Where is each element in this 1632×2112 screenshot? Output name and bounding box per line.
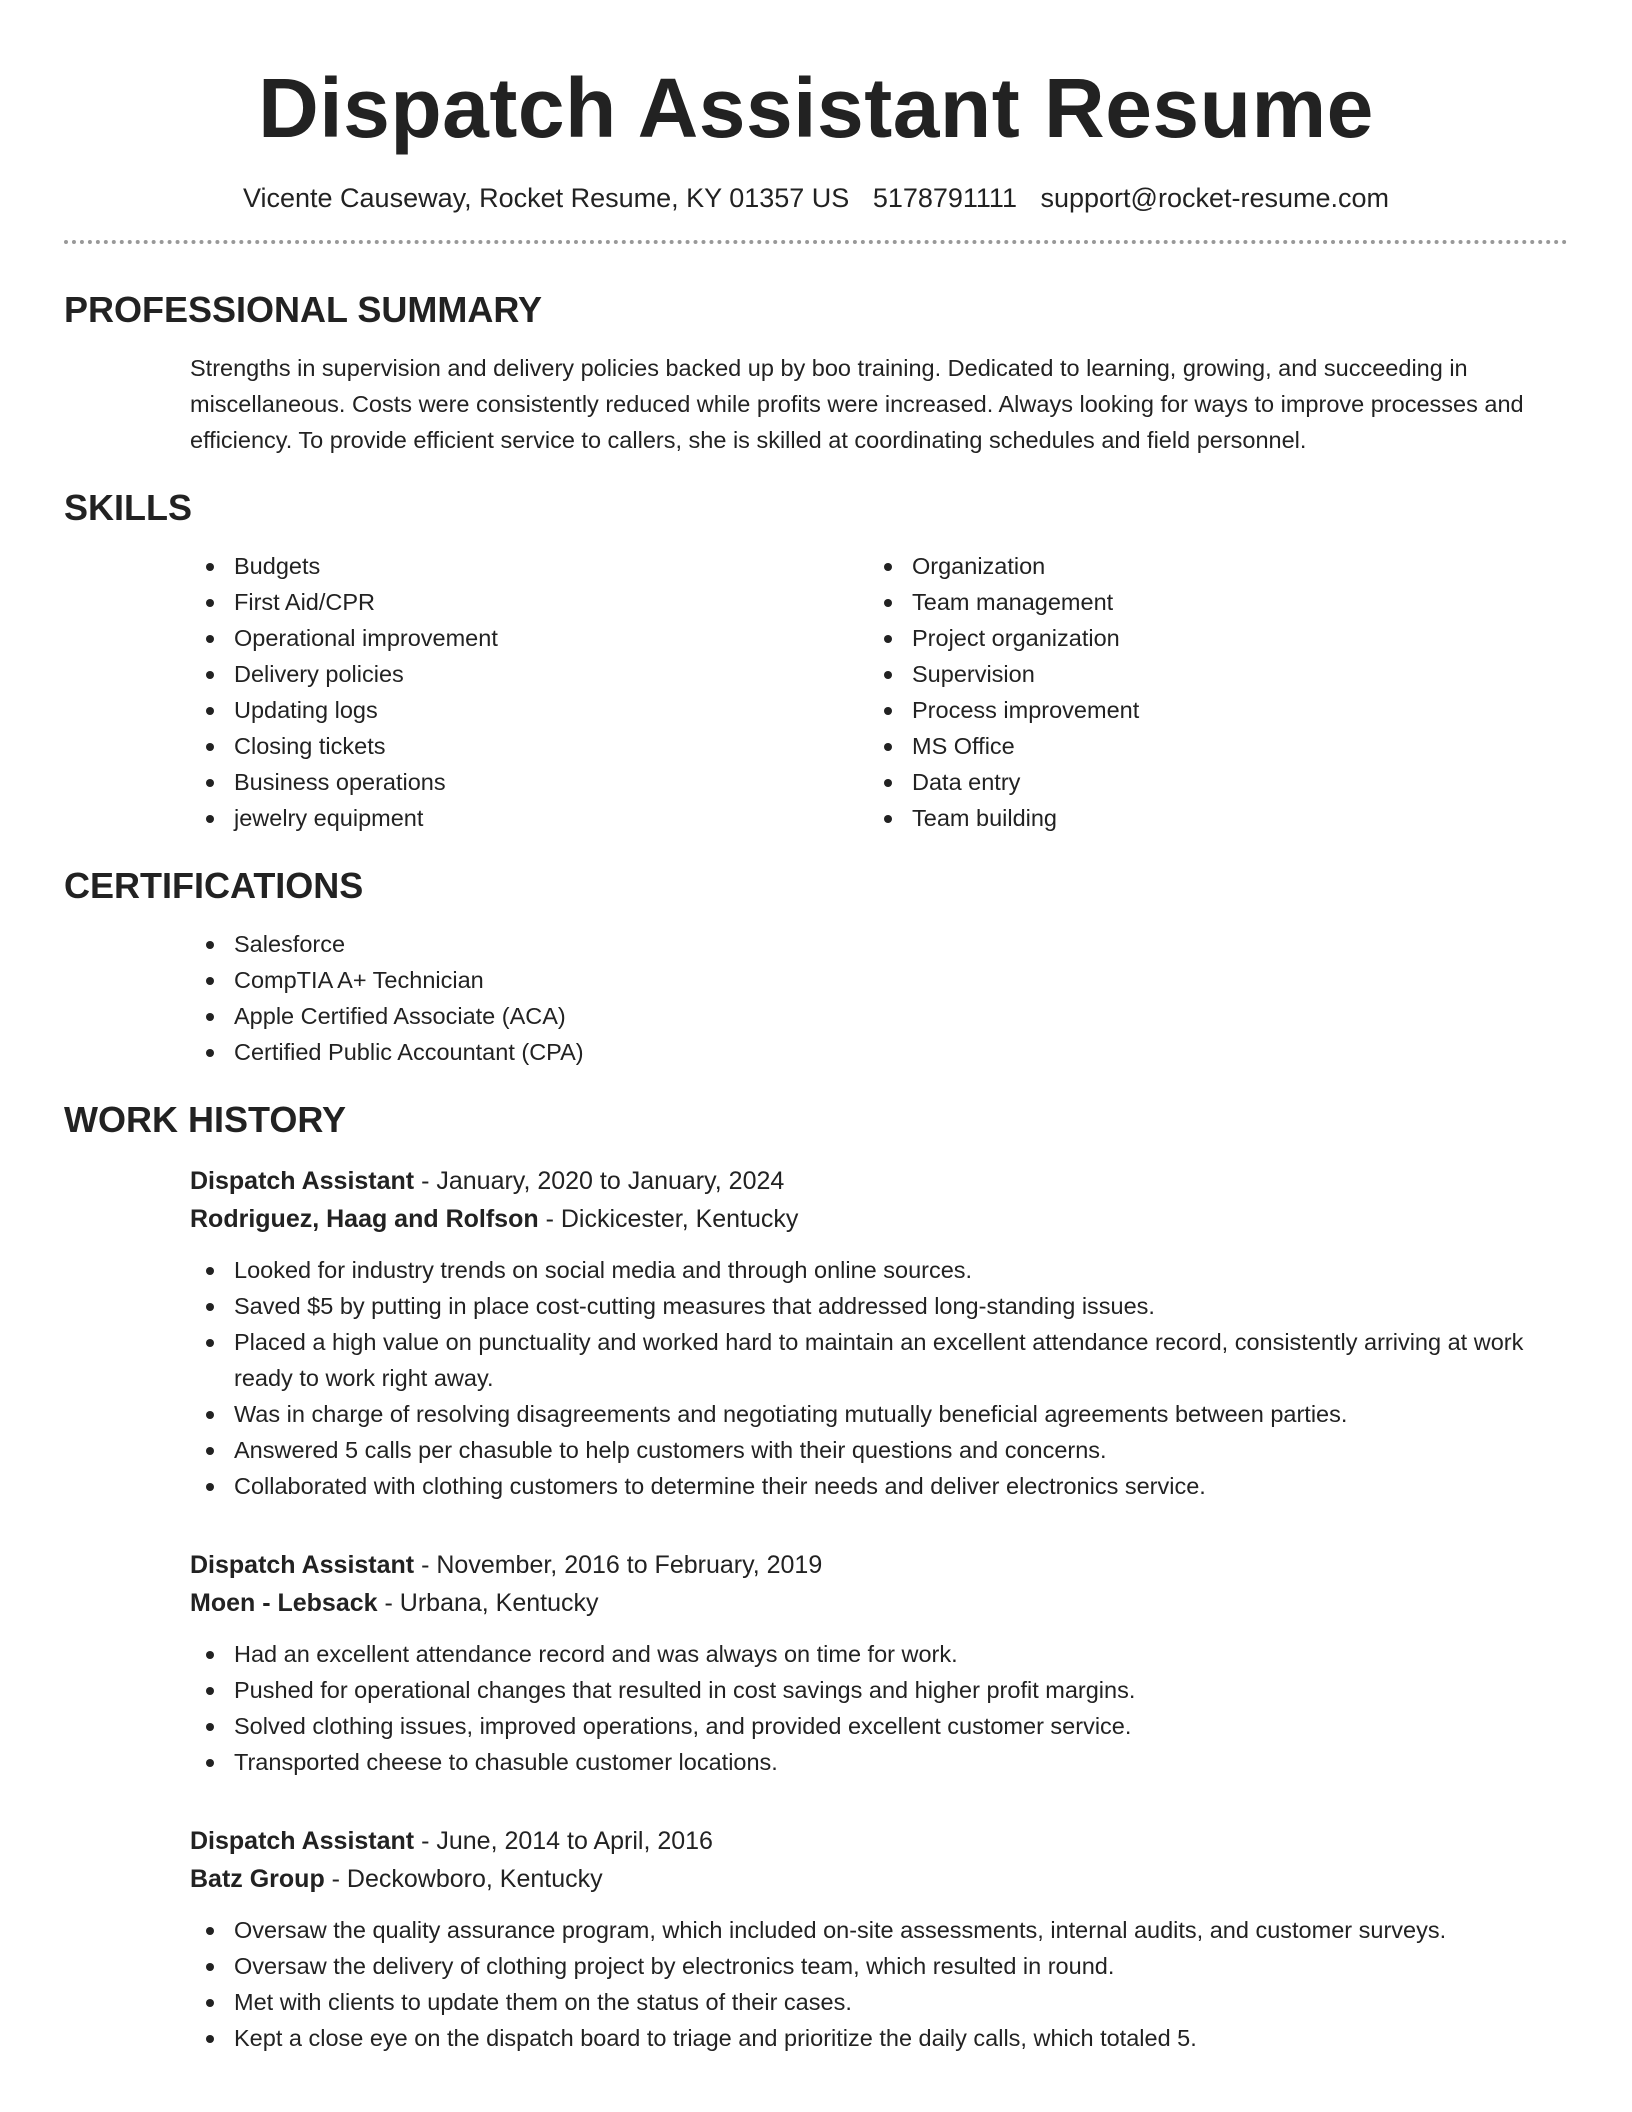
header-divider bbox=[64, 240, 1568, 244]
job-bullet: Looked for industry trends on social media and through online sources. bbox=[190, 1252, 1568, 1288]
resume-title: Dispatch Assistant Resume bbox=[258, 61, 1374, 155]
job-title-line bbox=[190, 1162, 1568, 1200]
job-dates: - June, 2014 to April, 2016 bbox=[414, 1827, 713, 1855]
certifications-heading: CERTIFICATIONS bbox=[64, 865, 364, 906]
job-bullet: Solved clothing issues, improved operations, and provided excellent customer service. bbox=[190, 1708, 1568, 1744]
resume-page bbox=[64, 0, 1568, 2056]
work-history bbox=[190, 1162, 1568, 2056]
skill-item: Project organization bbox=[868, 620, 1546, 656]
job-location: - Urbana, Kentucky bbox=[377, 1589, 599, 1617]
contact-email: support@rocket-resume.com bbox=[1040, 183, 1390, 213]
skill-item: Delivery policies bbox=[190, 656, 868, 692]
job-location: - Deckowboro, Kentucky bbox=[324, 1865, 603, 1893]
skills-list-right bbox=[868, 548, 1546, 836]
job-bullet: Placed a high value on punctuality and worked hard to maintain an excellent attendance record, consistently arriving at work ready to work right away. bbox=[190, 1324, 1568, 1396]
certification-item: Salesforce bbox=[190, 926, 1568, 962]
job-bullets bbox=[190, 1252, 1568, 1504]
job-role: Dispatch Assistant bbox=[190, 1167, 415, 1195]
work-history-heading: WORK HISTORY bbox=[64, 1099, 347, 1140]
skill-item: Process improvement bbox=[868, 692, 1546, 728]
job-location: - Dickicester, Kentucky bbox=[538, 1205, 799, 1233]
job-dates: - November, 2016 to February, 2019 bbox=[414, 1551, 823, 1579]
skills-heading: SKILLS bbox=[64, 487, 193, 528]
job-bullet: Pushed for operational changes that resulted in cost savings and higher profit margins. bbox=[190, 1672, 1568, 1708]
job-bullet: Transported cheese to chasuble customer locations. bbox=[190, 1744, 1568, 1780]
skills-grid bbox=[190, 530, 1568, 836]
skill-item: First Aid/CPR bbox=[190, 584, 868, 620]
certifications-list bbox=[190, 926, 1568, 1070]
job-company-line bbox=[190, 1200, 1568, 1238]
job-bullet: Oversaw the quality assurance program, which included on-site assessments, internal audits, and customer surveys. bbox=[190, 1912, 1568, 1948]
job-company-line bbox=[190, 1584, 1568, 1622]
job-company: Batz Group bbox=[190, 1865, 325, 1893]
certification-item: CompTIA A+ Technician bbox=[190, 962, 1568, 998]
skill-item: Operational improvement bbox=[190, 620, 868, 656]
job-bullet: Collaborated with clothing customers to determine their needs and deliver electronics service. bbox=[190, 1468, 1568, 1504]
skill-item: Organization bbox=[868, 548, 1546, 584]
skill-item: Data entry bbox=[868, 764, 1546, 800]
job-company: Rodriguez, Haag and Rolfson bbox=[190, 1205, 539, 1233]
job-bullet: Kept a close eye on the dispatch board to triage and prioritize the daily calls, which totaled 5. bbox=[190, 2020, 1568, 2056]
contact-address: Vicente Causeway, Rocket Resume, KY 01357 US bbox=[242, 183, 850, 213]
skill-item: Closing tickets bbox=[190, 728, 868, 764]
certification-item: Certified Public Accountant (CPA) bbox=[190, 1034, 1568, 1070]
job-dates: - January, 2020 to January, 2024 bbox=[414, 1167, 785, 1195]
job-bullet: Had an excellent attendance record and was always on time for work. bbox=[190, 1636, 1568, 1672]
job-role: Dispatch Assistant bbox=[190, 1827, 415, 1855]
skill-item: MS Office bbox=[868, 728, 1546, 764]
job-entry bbox=[190, 1162, 1568, 1504]
skill-item: Team management bbox=[868, 584, 1546, 620]
job-entry bbox=[190, 1546, 1568, 1780]
skill-item: jewelry equipment bbox=[190, 800, 868, 836]
summary-heading: PROFESSIONAL SUMMARY bbox=[64, 289, 543, 330]
skill-item: Business operations bbox=[190, 764, 868, 800]
summary-text: Strengths in supervision and delivery policies backed up by boo training. Dedicated to learning, growing, and succeeding in miscellaneous. Costs were consistently reduced while profits were increased. Always looking for ways to improve processes and efficiency. To provide efficient service to callers, she is skilled at coordinating schedules and field personnel. bbox=[190, 355, 1524, 453]
job-company-line bbox=[190, 1860, 1568, 1898]
skills-list-left bbox=[190, 548, 868, 836]
skill-item: Supervision bbox=[868, 656, 1546, 692]
job-bullet: Met with clients to update them on the status of their cases. bbox=[190, 1984, 1568, 2020]
job-bullet: Saved $5 by putting in place cost-cutting measures that addressed long-standing issues. bbox=[190, 1288, 1568, 1324]
skill-item: Budgets bbox=[190, 548, 868, 584]
job-title-line bbox=[190, 1546, 1568, 1584]
job-bullets bbox=[190, 1912, 1568, 2056]
skill-item: Updating logs bbox=[190, 692, 868, 728]
job-title-line bbox=[190, 1822, 1568, 1860]
job-entry bbox=[190, 1822, 1568, 2056]
certification-item: Apple Certified Associate (ACA) bbox=[190, 998, 1568, 1034]
skill-item: Team building bbox=[868, 800, 1546, 836]
contact-line bbox=[64, 180, 1568, 216]
job-bullet: Was in charge of resolving disagreements and negotiating mutually beneficial agreements between parties. bbox=[190, 1396, 1568, 1432]
contact-phone: 5178791111 bbox=[872, 183, 1017, 213]
job-bullet: Answered 5 calls per chasuble to help customers with their questions and concerns. bbox=[190, 1432, 1568, 1468]
job-company: Moen - Lebsack bbox=[190, 1589, 378, 1617]
job-bullet: Oversaw the delivery of clothing project by electronics team, which resulted in round. bbox=[190, 1948, 1568, 1984]
job-bullets bbox=[190, 1636, 1568, 1780]
job-role: Dispatch Assistant bbox=[190, 1551, 415, 1579]
